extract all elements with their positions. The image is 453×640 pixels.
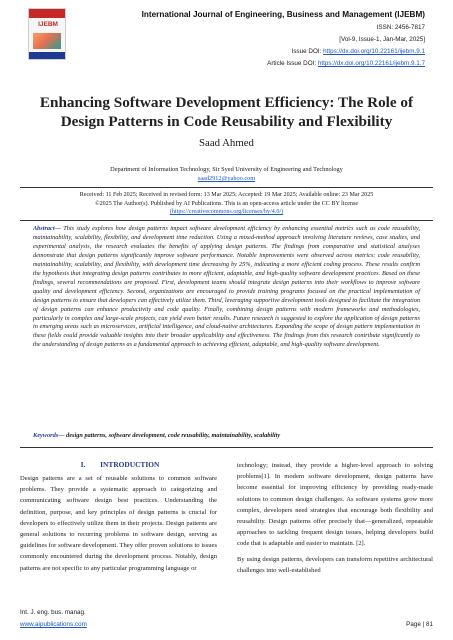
- article-doi-link[interactable]: https://dx.doi.org/10.22161/ijebm.9.1.7: [317, 60, 425, 67]
- intro-paragraph-2: By using design patterns, developers can transform repetitive architectural challenges into well-established: [237, 555, 433, 574]
- divider-abstract: [20, 220, 433, 221]
- volume-issue: [Vol-9, Issue-1, Jan-Mar, 2025]: [339, 36, 425, 43]
- issue-doi-label: Issue DOI:: [291, 48, 324, 55]
- author-name: Saad Ahmed: [199, 137, 254, 149]
- license-link[interactable]: (https://creativecommons.org/licenses/by/4.0/): [169, 209, 284, 216]
- journal-cover-thumbnail: [28, 8, 66, 60]
- issn: ISSN: 2456-7817: [376, 24, 425, 31]
- journal-name: International Journal of Engineering, Business and Management (IJEBM): [141, 10, 425, 19]
- issue-doi-link[interactable]: https://dx.doi.org/10.22161/ijebm.9.1: [323, 48, 425, 55]
- publication-dates: [22, 191, 431, 217]
- affiliation: Department of Information Technology, Sir Syed University of Engineering and Technology: [110, 166, 343, 173]
- keywords-text: design patterns, software development, code reusability, maintainability, scalability: [64, 432, 281, 439]
- keywords: [33, 432, 420, 439]
- issue-doi: [292, 48, 425, 55]
- abstract-text: This study explores how design patterns impact software development efficiency by enhancing essential metrics such as code reusability, maintainability, scalability, flexibility, and development time reduction. Using a mixed-method approach involving literature reviews, case studies, and experimental analysis, the research evaluates the benefits of applying design patterns. The findings from comparative and statistical analyses demonstrate that design patterns significantly improve software performance. Notable improvements were observed across metrics: code reusability, maintainability, scalability, and flexibility, with development time decreasing by 25%, indicating a more efficient coding process. These results confirm the hypothesis that integrating design patterns contributes to more efficient, adaptable, and high-quality software development practices. Based on these findings, several recommendations are proposed. First, development teams should integrate design patterns into their workflows to improve software quality and development efficiency. Second, organizations are encouraged to provide training programs focused on the practical implementation of design patterns to ensure that developers can effectively utilize them. Third, leveraging supportive development tools designed to facilitate the integration of design patterns can enhance productivity and code quality. Finally, combining design patterns with modern frameworks and methodologies, particularly in complex and large-scale projects, can yield even better results. Future research is suggested to explore the application of design patterns in emerging areas such as microservices, artificial intelligence, and cloud-native architectures. Expanding the scope of design pattern implementation in these fields could provide valuable insights into their broader applicability and effectiveness. The findings from this research contribute significantly to the understanding of design patterns as a fundamental approach to achieving efficient, adaptable, and high-quality software development.: [33, 225, 420, 349]
- affiliation-block: [30, 165, 423, 183]
- right-column: [237, 460, 433, 580]
- article-doi-label: Article Issue DOI:: [267, 60, 318, 67]
- paper-title: Enhancing Software Development Efficiency: The Role of Design Patterns in Code Reusability and Flexibility: [39, 94, 414, 130]
- keywords-label: Keywords—: [33, 432, 65, 439]
- divider-top: [20, 187, 433, 188]
- divider-body: [20, 447, 433, 448]
- dates-line: Received: 11 Feb 2025; Received in revised form: 13 Mar 2025; Accepted: 19 Mar 2025; Available online: 23 Mar 2025: [79, 192, 374, 198]
- cover-abbr: IJEBM: [38, 21, 58, 28]
- left-column: [20, 473, 217, 574]
- license-line: ©2025 The Author(s). Published by AI Publications. This is an open-access article under the CC BY license: [94, 200, 359, 207]
- footer-journal-abbr: Int. J. eng. bus. manag.: [20, 609, 86, 616]
- article-doi: [267, 60, 425, 67]
- intro-paragraph-continued: technology; instead, they provide a higher-level approach to solving problems[1]. In modern software development, design patterns have become essential for improving efficiency by providing ready-made solutions to common design challenges. As software systems grow more complex, developers need strategies that encourage both flexibility and reusability. Design patterns offer precisely that—generalized, repeatable approaches to tackling frequent design issues, helping developers build code that is adaptable and easier to maintain. [2].: [237, 462, 433, 548]
- section-heading: I. INTRODUCTION: [80, 460, 160, 469]
- author-email-link[interactable]: saad2912@yahoo.com: [197, 175, 256, 182]
- footer-url-link[interactable]: www.aipublications.com: [20, 621, 87, 628]
- abstract: [33, 225, 420, 350]
- page-number: Page | 81: [406, 621, 433, 628]
- intro-paragraph: Design patterns are a set of reusable solutions to common software problems. They provide a systematic approach to categorizing and communicating software design best practices. Understanding the definition, purpose, and key principles of design patterns is crucial for developers to effectively utilize them in their projects. Design patterns are general solutions to recurring problems in software design, serving as guidelines for software development. They offer proven solutions to issues commonly encountered during the development process. Notably, design patterns are not specific to any particular programming language or: [20, 475, 217, 572]
- abstract-label: Abstract—: [33, 225, 61, 232]
